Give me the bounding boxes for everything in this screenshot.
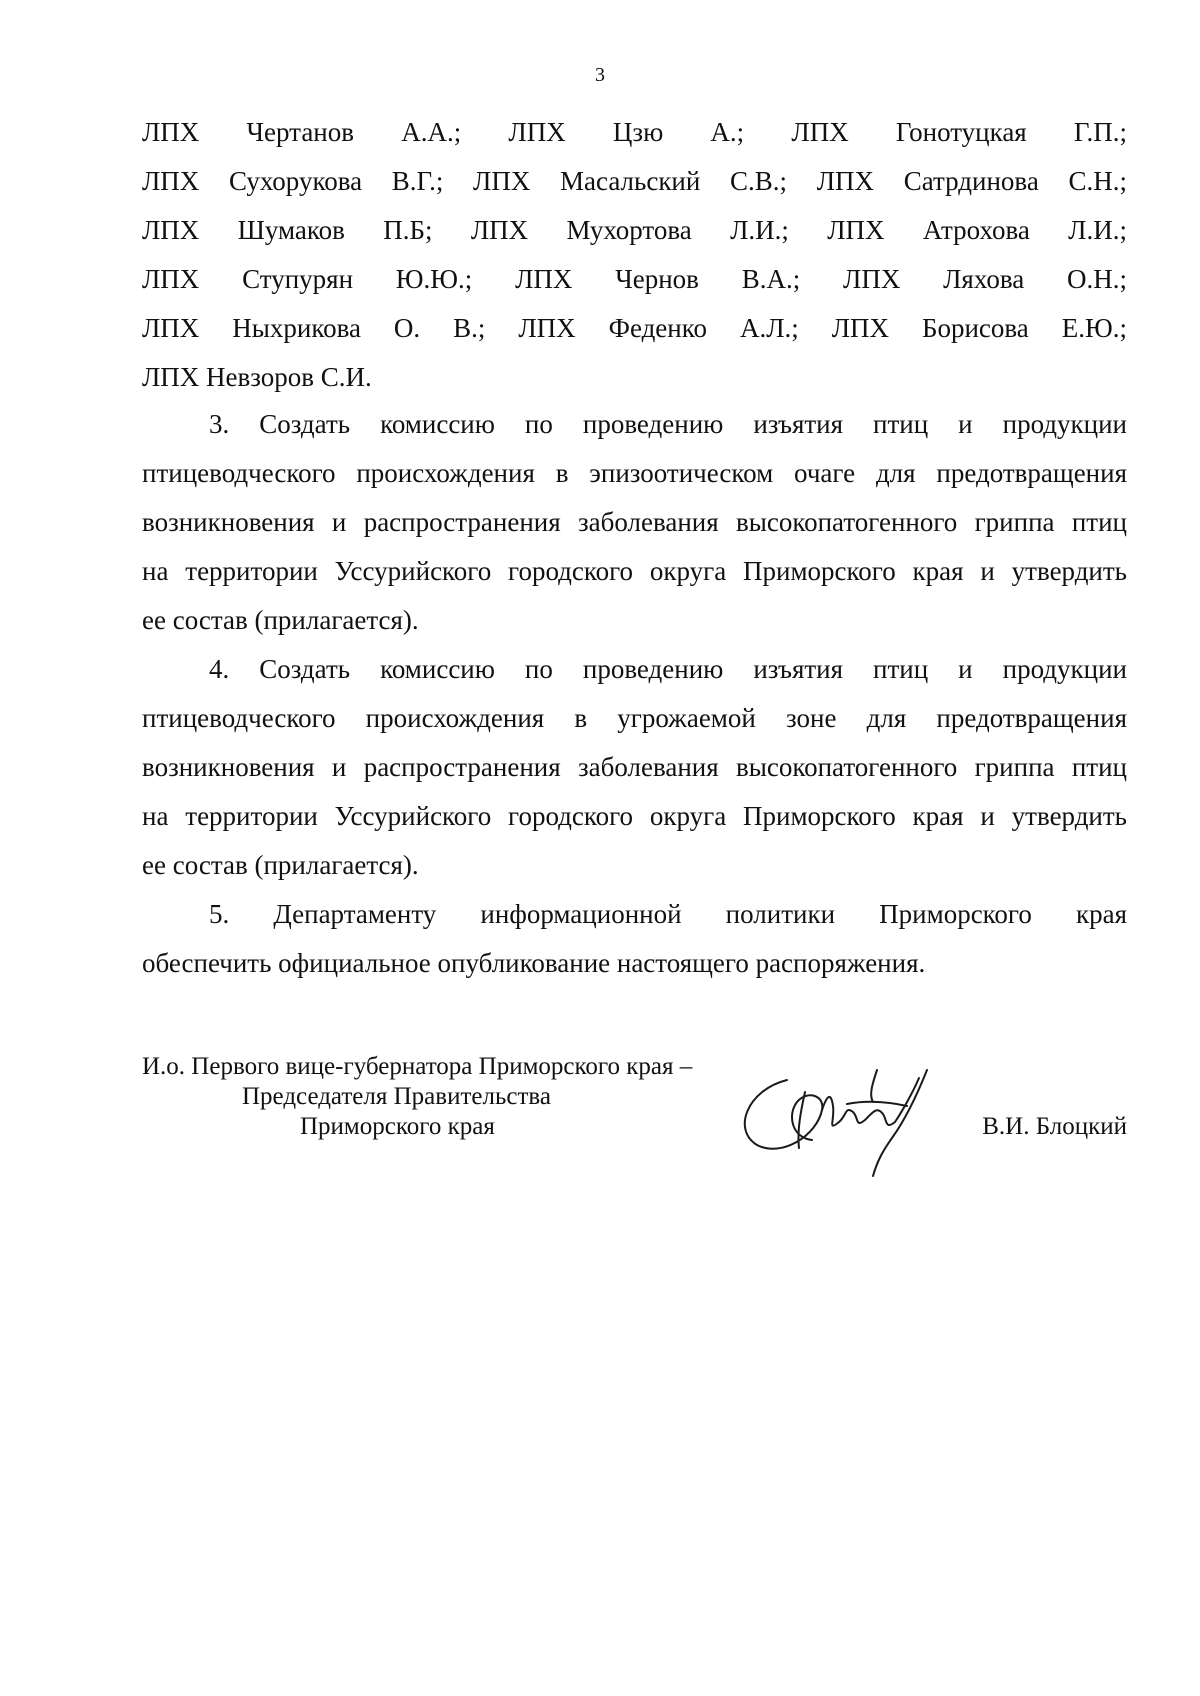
signature-block xyxy=(142,1052,1127,1192)
list-line: ЛПХ Сухорукова В.Г.; ЛПХ Масальский С.В.; ЛПХ Сатрдинова С.Н.; xyxy=(142,166,1127,196)
list-line: ЛПХ Ступурян Ю.Ю.; ЛПХ Чернов В.А.; ЛПХ Ляхова О.Н.; xyxy=(142,264,1127,294)
item-4 xyxy=(142,645,1127,890)
item-line: возникновения и распространения заболевания высокопатогенного гриппа птиц xyxy=(142,507,1127,537)
list-line: ЛПХ Невзоров С.И. xyxy=(142,362,372,392)
list-line: ЛПХ Ныхрикова О. В.; ЛПХ Феденко А.Л.; ЛПХ Борисова Е.Ю.; xyxy=(142,313,1127,343)
item-3 xyxy=(142,400,1127,645)
item-line: на территории Уссурийского городского округа Приморского края и утвердить xyxy=(142,556,1127,586)
item-5 xyxy=(142,890,1127,988)
item-line: возникновения и распространения заболевания высокопатогенного гриппа птиц xyxy=(142,752,1127,782)
item-line: 3. Создать комиссию по проведению изъятия птиц и продукции xyxy=(209,409,1127,439)
list-line: ЛПХ Шумаков П.Б; ЛПХ Мухортова Л.И.; ЛПХ Атрохова Л.И.; xyxy=(142,215,1127,245)
handwritten-signature xyxy=(727,1040,947,1180)
item-line: ее состав (прилагается). xyxy=(142,605,419,635)
signer-position-line: И.о. Первого вице-губернатора Приморского края – xyxy=(142,1053,693,1080)
item-line: ее состав (прилагается). xyxy=(142,850,419,880)
list-line: ЛПХ Чертанов А.А.; ЛПХ Цзю А.; ЛПХ Гонотуцкая Г.П.; xyxy=(142,117,1127,147)
item-line: 4. Создать комиссию по проведению изъятия птиц и продукции xyxy=(209,654,1127,684)
numbered-items xyxy=(142,400,1127,988)
item-line: обеспечить официальное опубликование настоящего распоряжения. xyxy=(142,948,926,978)
item-line: на территории Уссурийского городского округа Приморского края и утвердить xyxy=(142,801,1127,831)
page-number: 3 xyxy=(595,64,605,86)
signer-position-line: Приморского края xyxy=(300,1113,495,1140)
item-line: 5. Департаменту информационной политики Приморского края xyxy=(209,899,1127,929)
item-line: птицеводческого происхождения в эпизоотическом очаге для предотвращения xyxy=(142,458,1127,488)
household-list xyxy=(142,108,1127,402)
signer-position-line: Председателя Правительства xyxy=(242,1083,551,1110)
item-line: птицеводческого происхождения в угрожаемой зоне для предотвращения xyxy=(142,703,1127,733)
signer-name: В.И. Блоцкий xyxy=(982,1113,1127,1140)
